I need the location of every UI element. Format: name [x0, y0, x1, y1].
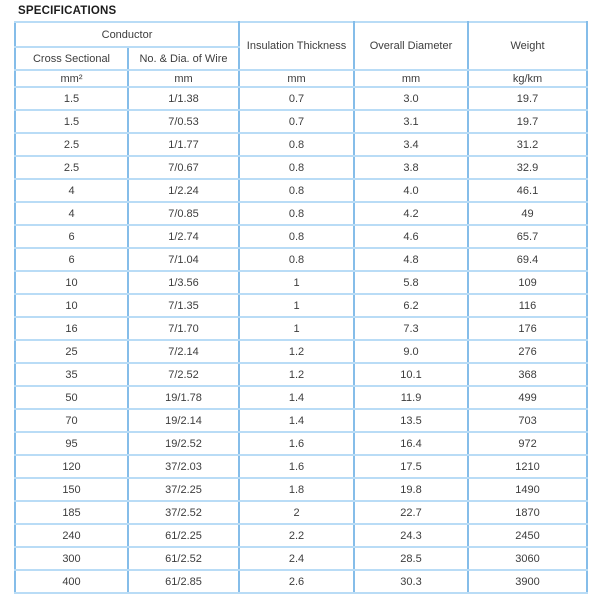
table-cell: 19.7	[468, 110, 587, 133]
page-title: SPECIFICATIONS	[18, 5, 117, 17]
table-cell: 31.2	[468, 133, 587, 156]
table-cell: 1	[239, 294, 354, 317]
table-cell: 240	[15, 524, 128, 547]
table-cell: 7/1.70	[128, 317, 239, 340]
table-cell: 19.7	[468, 87, 587, 110]
table-row	[15, 225, 587, 248]
header-conductor: Conductor	[15, 22, 239, 47]
table-cell: 1.2	[239, 340, 354, 363]
table-cell: 19/2.14	[128, 409, 239, 432]
table-cell: 28.5	[354, 547, 468, 570]
table-cell: 0.8	[239, 133, 354, 156]
table-cell: 0.7	[239, 110, 354, 133]
table-cell: 0.8	[239, 225, 354, 248]
table-cell: 0.8	[239, 248, 354, 271]
table-cell: 0.8	[239, 179, 354, 202]
table-cell: 7/0.85	[128, 202, 239, 225]
table-row	[15, 478, 587, 501]
table-cell: 2.4	[239, 547, 354, 570]
table-cell: 16	[15, 317, 128, 340]
units-row	[15, 70, 587, 87]
table-body	[15, 87, 587, 593]
table-cell: 7/2.14	[128, 340, 239, 363]
table-cell: 176	[468, 317, 587, 340]
table-cell: 17.5	[354, 455, 468, 478]
table-cell: 61/2.52	[128, 547, 239, 570]
header-overall-diameter: Overall Diameter	[354, 22, 468, 70]
table-cell: 16.4	[354, 432, 468, 455]
table-cell: 65.7	[468, 225, 587, 248]
table-cell: 1.8	[239, 478, 354, 501]
table-cell: 19/1.78	[128, 386, 239, 409]
table-cell: 69.4	[468, 248, 587, 271]
table-cell: 61/2.85	[128, 570, 239, 593]
table-row	[15, 110, 587, 133]
table-cell: 1/3.56	[128, 271, 239, 294]
table-cell: 2.2	[239, 524, 354, 547]
table-cell: 6	[15, 225, 128, 248]
table-row	[15, 156, 587, 179]
table-cell: 4.2	[354, 202, 468, 225]
table-cell: 7/0.53	[128, 110, 239, 133]
table-cell: 4.8	[354, 248, 468, 271]
table-cell: 10.1	[354, 363, 468, 386]
table-cell: 0.8	[239, 156, 354, 179]
table-cell: 116	[468, 294, 587, 317]
table-cell: 61/2.25	[128, 524, 239, 547]
header-weight: Weight	[468, 22, 587, 70]
table-cell: 499	[468, 386, 587, 409]
table-cell: 9.0	[354, 340, 468, 363]
header-group-row	[15, 22, 587, 47]
table-cell: 22.7	[354, 501, 468, 524]
table-cell: 1870	[468, 501, 587, 524]
table-cell: 1.5	[15, 87, 128, 110]
table-cell: 7/0.67	[128, 156, 239, 179]
table-row	[15, 248, 587, 271]
table-cell: 35	[15, 363, 128, 386]
table-cell: 120	[15, 455, 128, 478]
table-row	[15, 179, 587, 202]
table-cell: 10	[15, 271, 128, 294]
table-cell: 1210	[468, 455, 587, 478]
table-cell: 6.2	[354, 294, 468, 317]
table-cell: 1.6	[239, 455, 354, 478]
table-cell: 24.3	[354, 524, 468, 547]
table-cell: 3.8	[354, 156, 468, 179]
table-cell: 70	[15, 409, 128, 432]
table-cell: 13.5	[354, 409, 468, 432]
table-cell: 2450	[468, 524, 587, 547]
table-cell: 7/2.52	[128, 363, 239, 386]
table-cell: 109	[468, 271, 587, 294]
table-row	[15, 432, 587, 455]
table-cell: 7.3	[354, 317, 468, 340]
unit-overall-diameter: mm	[354, 70, 468, 87]
table-row	[15, 363, 587, 386]
table-cell: 972	[468, 432, 587, 455]
table-cell: 0.7	[239, 87, 354, 110]
table-cell: 37/2.25	[128, 478, 239, 501]
unit-insulation-thickness: mm	[239, 70, 354, 87]
table-row	[15, 271, 587, 294]
table-cell: 3.4	[354, 133, 468, 156]
table-cell: 4.6	[354, 225, 468, 248]
table-row	[15, 570, 587, 593]
table-row	[15, 455, 587, 478]
table-cell: 7/1.04	[128, 248, 239, 271]
table-row	[15, 386, 587, 409]
table-cell: 11.9	[354, 386, 468, 409]
table-cell: 1.6	[239, 432, 354, 455]
table-cell: 1/2.74	[128, 225, 239, 248]
table-cell: 1490	[468, 478, 587, 501]
table-cell: 276	[468, 340, 587, 363]
table-row	[15, 133, 587, 156]
table-header	[15, 22, 587, 87]
table-cell: 19.8	[354, 478, 468, 501]
table-cell: 30.3	[354, 570, 468, 593]
table-cell: 1	[239, 271, 354, 294]
table-cell: 300	[15, 547, 128, 570]
table-row	[15, 202, 587, 225]
table-row	[15, 501, 587, 524]
table-cell: 5.8	[354, 271, 468, 294]
table-cell: 1/1.38	[128, 87, 239, 110]
table-cell: 0.8	[239, 202, 354, 225]
table-cell: 1.5	[15, 110, 128, 133]
table-cell: 37/2.52	[128, 501, 239, 524]
table-cell: 1.4	[239, 386, 354, 409]
table-cell: 7/1.35	[128, 294, 239, 317]
table-cell: 19/2.52	[128, 432, 239, 455]
table-row	[15, 340, 587, 363]
table-cell: 3900	[468, 570, 587, 593]
table-cell: 46.1	[468, 179, 587, 202]
specifications-table	[14, 21, 588, 594]
table-cell: 2.5	[15, 133, 128, 156]
table-cell: 4	[15, 179, 128, 202]
table-row	[15, 294, 587, 317]
table-cell: 185	[15, 501, 128, 524]
table-cell: 95	[15, 432, 128, 455]
table-cell: 32.9	[468, 156, 587, 179]
table-row	[15, 524, 587, 547]
table-cell: 368	[468, 363, 587, 386]
table-cell: 2	[239, 501, 354, 524]
table-cell: 1	[239, 317, 354, 340]
table-cell: 2.6	[239, 570, 354, 593]
table-cell: 49	[468, 202, 587, 225]
table-row	[15, 87, 587, 110]
table-cell: 1.2	[239, 363, 354, 386]
header-cross-sectional: Cross Sectional	[15, 47, 128, 70]
table-row	[15, 317, 587, 340]
table-cell: 50	[15, 386, 128, 409]
header-no-dia-of-wire: No. & Dia. of Wire	[128, 47, 239, 70]
header-insulation-thickness: Insulation Thickness	[239, 22, 354, 70]
table-cell: 4	[15, 202, 128, 225]
unit-cross-sectional: mm²	[15, 70, 128, 87]
table-cell: 37/2.03	[128, 455, 239, 478]
table-cell: 25	[15, 340, 128, 363]
unit-no-dia-of-wire: mm	[128, 70, 239, 87]
table-cell: 4.0	[354, 179, 468, 202]
table-cell: 400	[15, 570, 128, 593]
table-cell: 1.4	[239, 409, 354, 432]
table-cell: 3.1	[354, 110, 468, 133]
table-cell: 150	[15, 478, 128, 501]
table-cell: 2.5	[15, 156, 128, 179]
table-cell: 3060	[468, 547, 587, 570]
table-cell: 10	[15, 294, 128, 317]
table-cell: 3.0	[354, 87, 468, 110]
table-cell: 1/1.77	[128, 133, 239, 156]
table-row	[15, 409, 587, 432]
table-row	[15, 547, 587, 570]
table-cell: 1/2.24	[128, 179, 239, 202]
unit-weight: kg/km	[468, 70, 587, 87]
table-cell: 6	[15, 248, 128, 271]
table-cell: 703	[468, 409, 587, 432]
